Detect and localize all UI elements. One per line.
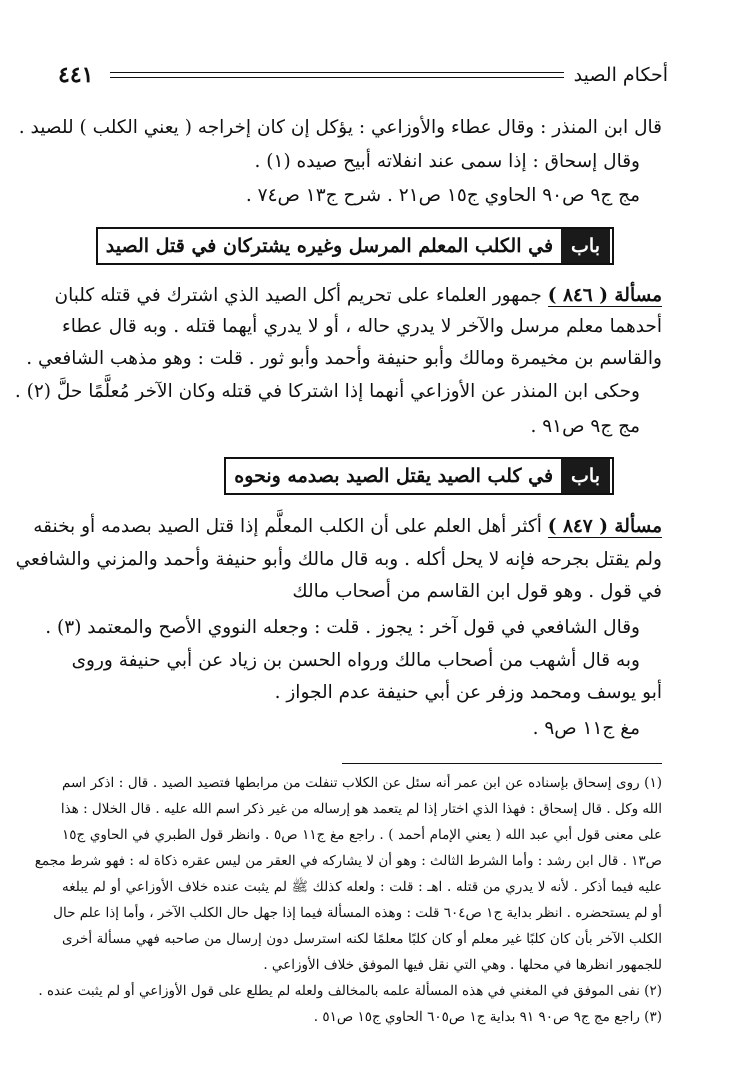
masala-847-reference: مغ ج١١ ص٩ . — [532, 718, 640, 739]
masala-847-line-5: وبه قال أشهب من أصحاب مالك ورواه الحسن بن زياد عن أبي حنيفة وروى — [71, 650, 640, 671]
footnote-1-line-5: عليه فيما أذكر . لأنه لا يدري من قتله . اهـ : قلت : ولعله كذلك ﷺ لم يثبت عنده خلاف الأوزاعي أو لم يبلغه — [62, 879, 662, 895]
footnote-1-line-6: أو لم يستحضره . انظر بداية ج١ ص٦٠٤ قلت : وهذه المسألة فيما إذا جهل حال الكلب الآخر ، وأما إذا علم حال — [53, 905, 662, 921]
footnote-1-line-1: (١) روى إسحاق بإسناده عن ابن عمر أنه سئل عن الكلاب تنفلت من مرابطها فتصيد الصيد . قال : اذكر اسم — [62, 775, 662, 791]
masala-846-reference: مج ج٩ ص٩١ . — [530, 416, 640, 437]
chapter-title: في كلب الصيد يقتل الصيد بصدمه ونحوه — [234, 465, 554, 487]
chapter-label: باب — [561, 459, 610, 493]
masala-846-line-2: أحدهما معلم مرسل والآخر لا يدري حاله ، أو لا يدري أيهما قتله . وبه قال عطاء — [62, 316, 662, 337]
footnote-1-line-2: الله وكل . قال إسحاق : فهذا الذي اختار إذا لم يتعمد هو إرساله من غير ذكر اسم الله عليه . قال الخلال : هذا — [60, 801, 662, 817]
footnote-3: (٣) راجع مج ج٩ ص٩٠ ٩١ بداية ج١ ص٦٠٥ الحاوي ج١٥ ص٥١ . — [313, 1009, 662, 1025]
header-rule — [110, 77, 564, 78]
masala-846-line-1 — [54, 284, 662, 308]
masala-846-line-4: وحكى ابن المنذر عن الأوزاعي أنهما إذا اشتركا في قتله وكان الآخر مُعلَّمًا حلَّ (٢) . — [14, 381, 640, 402]
masala-text: أكثر أهل العلم على أن الكلب المعلَّم إذا قتل الصيد بصدمه أو بخنقه — [33, 516, 542, 537]
footnote-separator — [342, 763, 662, 764]
footnote-2: (٢) نفى الموفق في المغني في هذه المسألة علمه بالمخالف ولعله لم يطلع على قول الأوزاعي أو لم يثبت عنده . — [38, 983, 662, 999]
chapter-heading-1 — [96, 227, 614, 265]
masala-text: جمهور العلماء على تحريم أكل الصيد الذي اشترك في قتله كلبان — [54, 285, 542, 306]
page-number: ٤٤١ — [58, 62, 94, 88]
masala-number: مسألة ( ٨٤٦ ) — [547, 285, 662, 306]
masala-847-line-4: وقال الشافعي في قول آخر : يجوز . قلت : وجعله النووي الأصح والمعتمد (٣) . — [45, 617, 640, 638]
footnote-1-line-3: على معنى قول أبي عبد الله ( يعني الإمام أحمد ) . راجع مغ ج١١ ص٥ . وانظر قول الطبري في الحاوي ج١٥ — [62, 827, 662, 843]
intro-reference: مج ج٩ ص٩٠ الحاوي ج١٥ ص٢١ . شرح ج١٣ ص٧٤ . — [245, 185, 640, 206]
intro-line-2: وقال إسحاق : إذا سمى عند انفلاته أبيح صيده (١) . — [254, 151, 640, 172]
chapter-title: في الكلب المعلم المرسل وغيره يشتركان في قتل الصيد — [105, 235, 554, 257]
header-rule — [110, 72, 564, 73]
running-title: أحكام الصيد — [573, 64, 668, 86]
chapter-heading-2 — [224, 457, 614, 495]
masala-847-line-3: في قول . وهو قول ابن القاسم من أصحاب مالك — [292, 581, 662, 602]
footnote-1-line-7: الكلب الآخر بأن كان كلبًا غير معلم أو كان كلبًا معلمًا لكنه استرسل دون إرسال من صاحبه فهي مسألة أخرى — [62, 931, 662, 947]
masala-number: مسألة ( ٨٤٧ ) — [547, 516, 662, 537]
masala-847-line-1 — [33, 515, 662, 539]
masala-846-line-3: والقاسم بن مخيمرة ومالك وأبو حنيفة وأحمد وأبو ثور . قلت : وهو مذهب الشافعي . — [26, 348, 662, 369]
footnote-1-line-8: للجمهور انظرها في محلها . وهي التي نقل فيها الموفق خلاف الأوزاعي . — [263, 957, 662, 973]
footnote-1-line-4: ص١٣ . قال ابن رشد : وأما الشرط الثالث : وهو أن لا يشاركه في العقر من ليس عقره ذكاة له : فهو شرط مجمع — [34, 853, 662, 869]
intro-line-1: قال ابن المنذر : وقال عطاء والأوزاعي : يؤكل إن كان إخراجه ( يعني الكلب ) للصيد . — [18, 117, 662, 138]
masala-847-line-6: أبو يوسف ومحمد وزفر عن أبي حنيفة عدم الجواز . — [274, 682, 662, 703]
masala-847-line-2: ولم يقتل بجرحه فإنه لا يحل أكله . وبه قال مالك وأبو حنيفة وأحمد والمزني والشافعي — [15, 549, 662, 570]
chapter-label: باب — [561, 229, 610, 263]
running-header — [58, 62, 668, 92]
